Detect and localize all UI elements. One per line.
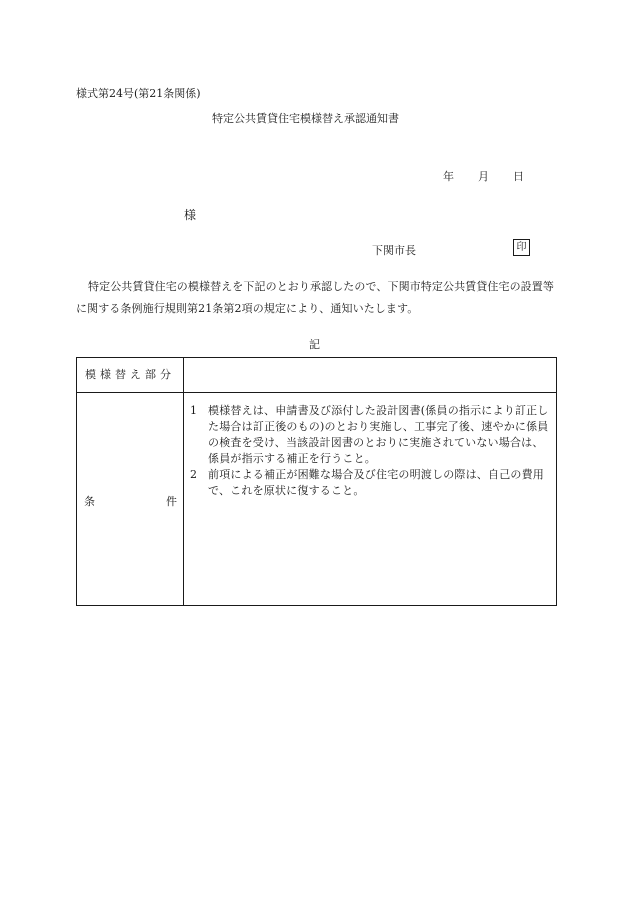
addressee-honorific: 様 — [184, 208, 197, 222]
conditions-label-left: 条 — [84, 495, 95, 508]
seal-mark: 印 — [513, 239, 530, 256]
conditions-list — [184, 393, 556, 499]
form-number: 様式第24号(第21条関係) — [76, 87, 201, 100]
conditions-table — [76, 357, 557, 606]
day-label: 日 — [513, 170, 524, 183]
document-title: 特定公共賃貸住宅模様替え承認通知書 — [212, 112, 399, 125]
condition-text: 模様替えは、申請書及び添付した設計図書(係員の指示により訂正した場合は訂正後のもの)のとおり実施し、工事完了後、速やかに係員の検査を受け、当該設計図書のとおりに実施されていない場合は、係員が指示する補正を行うこと。 — [208, 404, 549, 465]
condition-text: 前項による補正が困難な場合及び住宅の明渡しの際は、自己の費用で、これを原状に復すること。 — [208, 468, 544, 497]
body-text: 特定公共賃貸住宅の模様替えを下記のとおり承認したので、下関市特定公共賃貸住宅の設置等に関する条例施行規則第21条第2項の規定により、通知いたします。 — [76, 280, 554, 315]
ki-heading: 記 — [309, 338, 320, 351]
conditions-label-right: 件 — [166, 495, 177, 508]
month-label: 月 — [478, 170, 489, 183]
remodel-part-value-cell — [184, 358, 557, 393]
list-item — [190, 403, 550, 467]
conditions-label — [77, 393, 183, 605]
condition-number: 2 — [190, 468, 197, 481]
conditions-value-cell — [184, 393, 557, 606]
condition-number: 1 — [190, 404, 197, 417]
table-row — [77, 358, 557, 393]
remodel-part-label: 模様替え部分 — [85, 368, 175, 381]
table-row — [77, 393, 557, 606]
year-label: 年 — [443, 170, 454, 183]
list-item — [190, 467, 550, 499]
date-line — [443, 168, 524, 184]
conditions-label-cell — [77, 393, 184, 606]
remodel-part-label-cell — [77, 358, 184, 393]
issuer-name: 下関市長 — [372, 244, 416, 257]
